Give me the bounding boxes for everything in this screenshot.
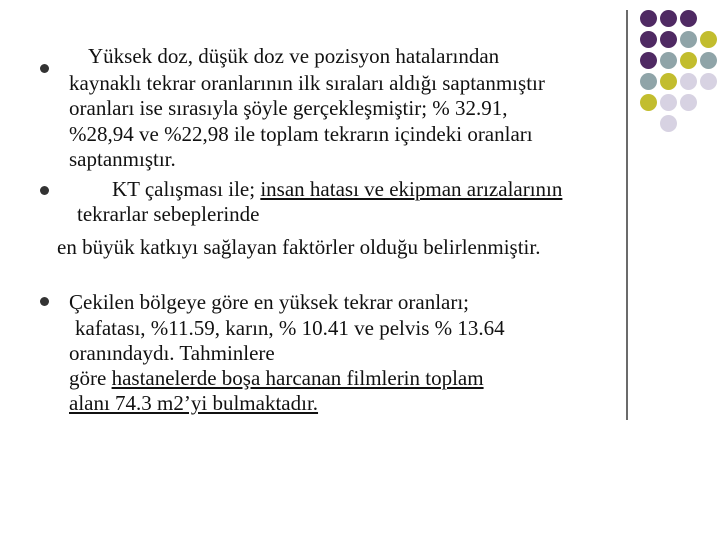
dot-teal	[700, 52, 717, 69]
dot-lavender	[680, 73, 697, 90]
bullet1-line5: saptanmıştır.	[69, 147, 176, 171]
dot-purple	[640, 31, 657, 48]
bullet1-line2: kaynaklı tekrar oranlarının ilk sıraları aldığı saptanmıştır	[69, 71, 545, 95]
bullet3-line4	[69, 366, 484, 390]
bullet-icon	[40, 297, 49, 306]
bullet2-line3: en büyük katkıyı sağlayan faktörler olduğu belirlenmiştir.	[57, 235, 541, 259]
bullet3-line5: alanı 74.3 m2’yi bulmaktadır.	[69, 391, 319, 415]
vertical-divider	[626, 10, 628, 420]
dot-purple	[660, 10, 677, 27]
bullet3-line1: Çekilen bölgeye göre en yüksek tekrar oranları;	[69, 290, 470, 314]
dot-olive	[660, 73, 677, 90]
bullet2-line1-text: KT çalışması ile;	[112, 177, 261, 201]
dot-purple	[680, 10, 697, 27]
bullet1-line4: %28,94 ve %22,98 ile toplam tekrarın içindeki oranları	[69, 122, 533, 146]
dot-olive	[700, 31, 717, 48]
bullet2-underlined-text: insan hatası ve ekipman arızalarının	[260, 177, 563, 201]
bullet3-underlined-text: hastanelerde boşa harcanan filmlerin toplam	[111, 366, 484, 390]
dot-olive	[680, 52, 697, 69]
dot-lavender	[680, 94, 697, 111]
dot-purple	[660, 31, 677, 48]
dot-olive	[640, 94, 657, 111]
dot-purple	[640, 10, 657, 27]
bullet1-line3: oranları ise sırasıyla şöyle gerçekleşmiştir; % 32.91,	[69, 96, 508, 120]
dot-purple	[640, 52, 657, 69]
bullet-icon	[40, 186, 49, 195]
bullet3-line2: kafatası, %11.59, karın, % 10.41 ve pelvis % 13.64	[75, 316, 505, 340]
bullet2-line1	[112, 177, 562, 201]
dot-teal	[680, 31, 697, 48]
bullet2-line2: tekrarlar sebeplerinde	[77, 202, 260, 226]
dot-teal	[660, 52, 677, 69]
dot-teal	[640, 73, 657, 90]
bullet1-line1: Yüksek doz, düşük doz ve pozisyon hatalarından	[88, 44, 500, 68]
bullet3-line4-text: göre	[69, 366, 112, 390]
bullet-icon	[40, 64, 49, 73]
dot-lavender	[660, 94, 677, 111]
dot-lavender	[700, 73, 717, 90]
dot-lavender	[660, 115, 677, 132]
bullet3-line3: oranındaydı. Tahminlere	[69, 341, 275, 365]
